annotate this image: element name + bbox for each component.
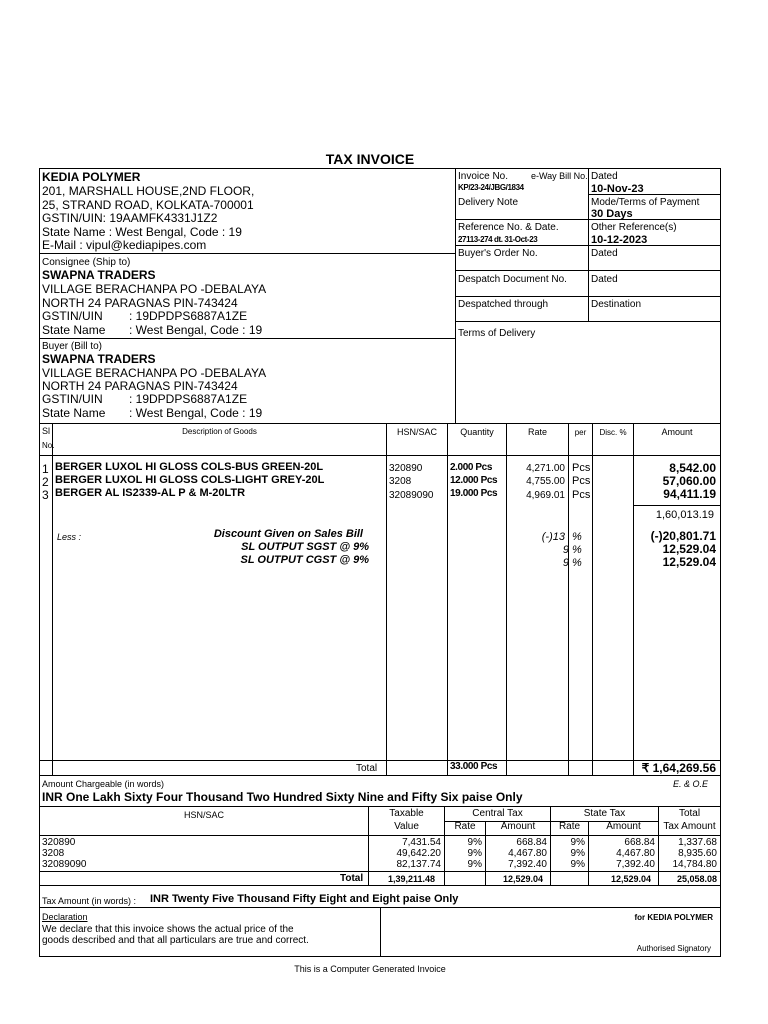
tax-words-text: INR Twenty Five Thousand Fifty Eight and Eight paise Only <box>150 893 459 905</box>
border-bottom <box>39 956 721 957</box>
invoice-no-value: KP/23-24/JBG/1834 <box>458 183 524 192</box>
tax-central-rate: 9% <box>467 848 482 859</box>
items-top <box>39 423 720 424</box>
tax-central-header: Central Tax <box>472 808 523 819</box>
tax-row-total: 8,935.60 <box>678 848 717 859</box>
tax-words-label: Tax Amount (in words) : <box>42 896 137 906</box>
col-header-hsn: HSN/SAC <box>396 427 437 437</box>
total-quantity: 33.000 Pcs <box>450 761 498 772</box>
adjustment-pct: % <box>572 557 582 569</box>
buyer-heading: Buyer (Bill to) <box>42 341 103 352</box>
declaration-line-1: We declare that this invoice shows the actual price of the <box>42 924 294 935</box>
items-header-bottom <box>39 455 720 456</box>
tax-state-amount: 7,392.40 <box>616 859 655 870</box>
adjustment-pct: % <box>572 544 582 556</box>
footer-note: This is a Computer Generated Invoice <box>294 964 446 974</box>
item-description: BERGER LUXOL HI GLOSS COLS-LIGHT GREY-20L <box>55 474 325 486</box>
eoe-label: E. & O.E <box>672 779 708 789</box>
buyer-name: SWAPNA TRADERS <box>42 352 156 366</box>
consignee-name: SWAPNA TRADERS <box>42 268 156 282</box>
other-reference-label: Other Reference(s) <box>591 222 677 233</box>
item-sl: 2 <box>42 475 49 489</box>
col-sl <box>52 423 53 775</box>
seller-address-2: 25, STRAND ROAD, KOLKATA-700001 <box>42 198 254 212</box>
tax-state-rate: 9% <box>570 837 585 848</box>
item-rate: 4,755.00 <box>526 476 565 487</box>
divider-consignee <box>39 338 455 339</box>
tax-central-amount: 668.84 <box>516 837 547 848</box>
tax-taxable: 82,137.74 <box>396 859 441 870</box>
item-per: Pcs <box>572 462 591 474</box>
item-quantity: 19.000 Pcs <box>450 488 498 499</box>
consignee-heading: Consignee (Ship to) <box>42 257 131 268</box>
seller-state: State Name : West Bengal, Code : 19 <box>42 225 242 239</box>
consignee-gstin-value: : 19DPDPS6887A1ZE <box>129 309 248 323</box>
border-right <box>720 168 721 956</box>
item-sl: 3 <box>42 488 49 502</box>
seller-email: E-Mail : vipul@kediapipes.com <box>42 238 207 252</box>
dated-label: Dated <box>591 171 618 182</box>
destination-label: Destination <box>591 299 642 310</box>
item-hsn: 3208 <box>389 476 412 487</box>
other-reference-value: 10-12-2023 <box>591 234 648 246</box>
tax-taxable: 7,431.54 <box>402 837 441 848</box>
seller-address-1: 201, MARSHALL HOUSE,2ND FLOOR, <box>42 184 255 198</box>
item-rate: 4,271.00 <box>526 463 565 474</box>
reference-label: Reference No. & Date. <box>458 222 559 233</box>
declaration-line-2: goods described and that all particulars are true and correct. <box>42 935 309 946</box>
meta-line-4 <box>455 270 720 271</box>
buyer-gstin-value: : 19DPDPS6887A1ZE <box>129 392 248 406</box>
tax-value-header: Value <box>394 821 419 832</box>
adjustment-rate: 9 <box>562 557 569 569</box>
consignee-gstin-label: GSTIN/UIN <box>42 309 103 323</box>
item-sl: 1 <box>42 462 49 476</box>
tax-total-label: Total <box>340 873 364 884</box>
mode-payment-label: Mode/Terms of Payment <box>591 197 700 208</box>
delivery-note-label: Delivery Note <box>458 197 519 208</box>
seller-gstin: GSTIN/UIN: 19AAMFK4331J1Z2 <box>42 211 218 225</box>
tax-hsn: 320890 <box>42 837 76 848</box>
tax-central-rate-header: Rate <box>454 821 476 832</box>
buyer-gstin-label: GSTIN/UIN <box>42 392 103 406</box>
adjustment-label: SL OUTPUT SGST @ 9% <box>241 541 369 553</box>
col-rate <box>568 423 569 775</box>
amount-words-label: Amount Chargeable (in words) <box>42 779 165 789</box>
mode-payment-value: 30 Days <box>591 208 633 220</box>
tax-central-rate: 9% <box>467 859 482 870</box>
adjustment-rate: (-)13 <box>541 531 565 543</box>
col-header-per: per <box>574 428 587 437</box>
items-total-bottom <box>39 775 720 776</box>
buyer-address-1: VILLAGE BERACHANPA PO -DEBALAYA <box>42 366 267 380</box>
buyer-order-dated-label: Dated <box>591 248 618 259</box>
authorised-signatory: Authorised Signatory <box>636 944 711 953</box>
tax-central-amount: 7,392.40 <box>508 859 547 870</box>
item-per: Pcs <box>572 489 591 501</box>
tax-state-amount: 4,467.80 <box>616 848 655 859</box>
consignee-address-1: VILLAGE BERACHANPA PO -DEBALAYA <box>42 282 267 296</box>
seller-name: KEDIA POLYMER <box>42 170 141 184</box>
item-quantity: 2.000 Pcs <box>450 462 492 473</box>
terms-delivery-label: Terms of Delivery <box>458 328 536 339</box>
item-hsn: 32089090 <box>389 490 434 501</box>
tax-total-taxable: 1,39,211.48 <box>387 874 435 884</box>
adjustment-amount: 12,529.04 <box>662 555 716 569</box>
items-total-top <box>39 760 720 761</box>
col-desc <box>386 423 387 775</box>
tax-head-bottom <box>39 835 720 836</box>
subtotal-line <box>633 505 720 506</box>
tax-row-total: 14,784.80 <box>672 859 717 870</box>
item-description: BERGER AL IS2339-AL P & M-20LTR <box>55 487 246 499</box>
col-header-rate: Rate <box>527 427 547 437</box>
despatch-doc-label: Despatch Document No. <box>458 274 567 285</box>
tax-state-rate-header: Rate <box>558 821 581 832</box>
tax-state-amount: 668.84 <box>624 837 655 848</box>
meta-line-6 <box>455 321 720 322</box>
tax-hsn: 32089090 <box>42 859 87 870</box>
adjustment-amount: 12,529.04 <box>662 542 716 556</box>
invoice-no-label: Invoice No. <box>458 171 509 182</box>
subtotal-amount: 1,60,013.19 <box>655 509 714 521</box>
border-top <box>39 168 720 169</box>
divider-seller <box>39 253 455 254</box>
tax-taxable: 49,642.20 <box>396 848 441 859</box>
meta-line-5 <box>455 296 720 297</box>
border-left <box>39 168 40 956</box>
declaration-divider <box>380 907 381 956</box>
tax-state-header: State Tax <box>583 808 626 819</box>
adjustment-label: SL OUTPUT CGST @ 9% <box>240 554 369 566</box>
consignee-state-value: : West Bengal, Code : 19 <box>129 323 263 337</box>
tax-central-amount-header: Amount <box>500 821 536 832</box>
tax-total-state: 12,529.04 <box>610 874 651 884</box>
buyer-order-label: Buyer's Order No. <box>458 248 538 259</box>
item-amount: 8,542.00 <box>669 461 716 475</box>
col-header-disc: Disc. % <box>599 428 627 437</box>
dated-value: 10-Nov-23 <box>591 183 644 195</box>
tax-total-amount: 25,058.08 <box>676 874 717 884</box>
consignee-state-label: State Name <box>42 323 106 337</box>
tax-state-rate: 9% <box>570 848 585 859</box>
despatch-doc-dated-label: Dated <box>591 274 618 285</box>
item-amount: 57,060.00 <box>662 474 716 488</box>
tax-state-amount-header: Amount <box>606 821 641 832</box>
item-amount: 94,411.19 <box>663 487 716 501</box>
eway-bill-label: e-Way Bill No. <box>531 171 588 181</box>
item-hsn: 320890 <box>389 463 423 474</box>
col-header-amount: Amount <box>661 427 693 437</box>
invoice-title: TAX INVOICE <box>325 151 415 167</box>
declaration-for: for KEDIA POLYMER <box>634 913 713 922</box>
adjustment-amount: (-)20,801.71 <box>650 529 716 543</box>
item-description: BERGER LUXOL HI GLOSS COLS-BUS GREEN-20L <box>55 461 324 473</box>
item-rate: 4,969.01 <box>526 490 565 501</box>
total-amount: ₹ 1,64,269.56 <box>641 761 716 775</box>
consignee-address-2: NORTH 24 PARAGNAS PIN-743424 <box>42 296 238 310</box>
tax-hsn: 3208 <box>42 848 65 859</box>
buyer-address-2: NORTH 24 PARAGNAS PIN-743424 <box>42 379 238 393</box>
reference-value: 27113-274 dt. 31-Oct-23 <box>458 235 538 244</box>
tax-taxable-header: Taxable <box>389 808 424 819</box>
tax-state-rate: 9% <box>570 859 585 870</box>
declaration-heading: Declaration <box>42 912 88 922</box>
total-label: Total <box>356 763 378 774</box>
less-label: Less : <box>57 532 82 542</box>
item-quantity: 12.000 Pcs <box>450 475 498 486</box>
adjustment-rate: 9 <box>562 544 569 556</box>
tax-total-bottom <box>39 885 720 886</box>
col-header-sl: Sl <box>42 426 51 436</box>
tax-central-rate: 9% <box>467 837 482 848</box>
meta-line-3 <box>455 245 720 246</box>
adjustment-pct: % <box>572 531 582 543</box>
buyer-state-value: : West Bengal, Code : 19 <box>129 406 263 420</box>
item-per: Pcs <box>572 475 591 487</box>
adjustment-label: Discount Given on Sales Bill <box>213 528 363 540</box>
tax-hsn-header: HSN/SAC <box>183 810 224 820</box>
tax-amount-header: Tax Amount <box>663 821 716 832</box>
amount-words-text: INR One Lakh Sixty Four Thousand Two Hundred Sixty Nine and Fifty Six paise Only <box>42 790 523 804</box>
tax-total-central: 12,529.04 <box>502 874 543 884</box>
despatched-through-label: Despatched through <box>458 299 549 310</box>
col-header-quantity: Quantity <box>460 427 494 437</box>
col-header-description: Description of Goods <box>182 427 257 436</box>
meta-line-2 <box>455 219 720 220</box>
col-header-no: No. <box>42 441 55 450</box>
col-per <box>592 423 593 775</box>
col-hsn <box>447 423 448 775</box>
tax-row-total: 1,337.68 <box>678 837 717 848</box>
tax-total-header: Total <box>678 808 701 819</box>
tax-table-top <box>39 806 720 807</box>
tax-central-amount: 4,467.80 <box>508 848 547 859</box>
tax-total-top <box>39 871 720 872</box>
buyer-state-label: State Name <box>42 406 106 420</box>
